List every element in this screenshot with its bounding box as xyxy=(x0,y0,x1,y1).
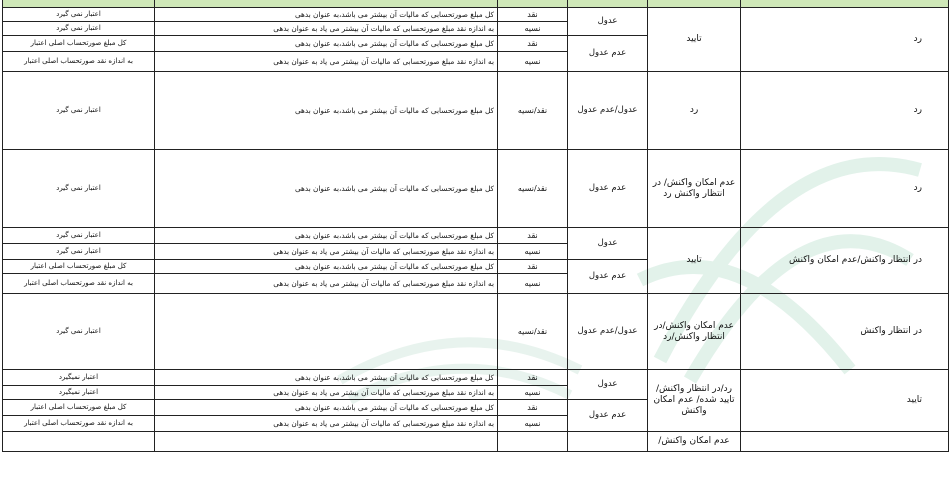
credit-cell: اعتبار نمی گیرد xyxy=(3,294,155,370)
payment-method-cell: نسیه xyxy=(498,416,568,432)
header-cell xyxy=(3,0,155,8)
insurer-status-cell: رد xyxy=(741,150,949,228)
payment-method-cell: نقد xyxy=(498,228,568,244)
credit-cell: به اندازه نقد صورتحساب اصلی اعتبار xyxy=(3,416,155,432)
insurer-status-cell: رد xyxy=(741,8,949,72)
credit-cell: کل مبلغ صورتحساب اصلی اعتبار xyxy=(3,400,155,416)
payment-method-cell: نسیه xyxy=(498,22,568,36)
payment-method-cell: نقد/نسیه xyxy=(498,150,568,228)
description-cell: کل مبلغ صورتحسابی که مالیات آن بیشتر می باشد،به عنوان بدهی xyxy=(155,72,498,150)
description-cell: کل مبلغ صورتحسابی که مالیات آن بیشتر می باشد،به عنوان بدهی xyxy=(155,400,498,416)
payment-method-cell: نسیه xyxy=(498,386,568,400)
header-cell xyxy=(155,0,498,8)
description-cell: کل مبلغ صورتحسابی که مالیات آن بیشتر می باشد،به عنوان بدهی xyxy=(155,370,498,386)
table-header-row xyxy=(3,0,949,8)
payment-method-cell: نقد xyxy=(498,8,568,22)
description-cell: کل مبلغ صورتحسابی که مالیات آن بیشتر می باشد،به عنوان بدهی xyxy=(155,150,498,228)
supplier-status-cell: عدم امکان واکنش/در انتظار واکنش/رد xyxy=(648,294,741,370)
tax-rules-table xyxy=(2,0,949,452)
credit-cell: اعتبار نمیگیرد xyxy=(3,386,155,400)
supplier-status-cell: رد/در انتظار واکنش/ تایید شده/ عدم امکان واکنش xyxy=(648,370,741,432)
credit-cell: کل مبلغ صورتحساب اصلی اعتبار xyxy=(3,36,155,52)
payment-method-cell: نقد xyxy=(498,370,568,386)
description-cell: به اندازه نقد مبلغ صورتحسابی که مالیات آن بیشتر می یاد به عنوان بدهی xyxy=(155,386,498,400)
table-row xyxy=(3,228,949,244)
description-cell xyxy=(155,294,498,370)
supplier-status-cell: عدم امکان واکنش/ xyxy=(648,432,741,452)
supplier-status-cell: تایید xyxy=(648,8,741,72)
table-row xyxy=(3,72,949,150)
return-cell: عدم عدول xyxy=(568,400,648,432)
table-row-partial xyxy=(3,432,949,452)
table-row xyxy=(3,150,949,228)
table-row xyxy=(3,8,949,22)
description-cell: به اندازه نقد مبلغ صورتحسابی که مالیات آن بیشتر می یاد به عنوان بدهی xyxy=(155,52,498,72)
credit-cell: اعتبار نمی گیرد xyxy=(3,8,155,22)
credit-cell: اعتبار نمی گیرد xyxy=(3,72,155,150)
insurer-status-cell: در انتظار واکنش/عدم امکان واکنش xyxy=(741,228,949,294)
header-cell xyxy=(568,0,648,8)
description-cell: کل مبلغ صورتحسابی که مالیات آن بیشتر می باشد،به عنوان بدهی xyxy=(155,36,498,52)
header-cell xyxy=(648,0,741,8)
payment-method-cell: نسیه xyxy=(498,274,568,294)
supplier-status-cell: عدم امکان واکنش/ در انتظار واکنش رد xyxy=(648,150,741,228)
description-cell: کل مبلغ صورتحسابی که مالیات آن بیشتر می باشد،به عنوان بدهی xyxy=(155,8,498,22)
payment-method-cell: نقد/نسیه xyxy=(498,72,568,150)
insurer-status-cell: رد xyxy=(741,72,949,150)
return-cell: عدول/عدم عدول xyxy=(568,294,648,370)
credit-cell: اعتبار نمی گیرد xyxy=(3,22,155,36)
description-cell: به اندازه نقد مبلغ صورتحسابی که مالیات آن بیشتر می یاد به عنوان بدهی xyxy=(155,22,498,36)
return-cell: عدم عدول xyxy=(568,260,648,294)
payment-method-cell: نسیه xyxy=(498,244,568,260)
empty-cell xyxy=(498,432,568,452)
header-cell xyxy=(741,0,949,8)
insurer-status-cell xyxy=(741,432,949,452)
payment-method-cell: نقد xyxy=(498,36,568,52)
return-cell: عدم عدول xyxy=(568,150,648,228)
return-cell: عدول/عدم عدول xyxy=(568,72,648,150)
description-cell: به اندازه نقد مبلغ صورتحسابی که مالیات آن بیشتر می یاد به عنوان بدهی xyxy=(155,416,498,432)
empty-cell xyxy=(568,432,648,452)
credit-cell: به اندازه نقد صورتحساب اصلی اعتبار xyxy=(3,52,155,72)
empty-cell xyxy=(155,432,498,452)
description-cell: به اندازه نقد مبلغ صورتحسابی که مالیات آن بیشتر می یاد به عنوان بدهی xyxy=(155,244,498,260)
insurer-status-cell: در انتظار واکنش xyxy=(741,294,949,370)
return-cell: عدول xyxy=(568,8,648,36)
table-row xyxy=(3,370,949,386)
description-cell: به اندازه نقد مبلغ صورتحسابی که مالیات آن بیشتر می یاد به عنوان بدهی xyxy=(155,274,498,294)
description-cell: کل مبلغ صورتحسابی که مالیات آن بیشتر می باشد،به عنوان بدهی xyxy=(155,260,498,274)
return-cell: عدول xyxy=(568,370,648,400)
return-cell: عدول xyxy=(568,228,648,260)
credit-cell: کل مبلغ صورتحساب اصلی اعتبار xyxy=(3,260,155,274)
credit-cell: اعتبار نمیگیرد xyxy=(3,370,155,386)
payment-method-cell: نقد xyxy=(498,400,568,416)
payment-method-cell: نسیه xyxy=(498,52,568,72)
supplier-status-cell: تایید xyxy=(648,228,741,294)
insurer-status-cell: تایید xyxy=(741,370,949,432)
payment-method-cell: نقد/نسیه xyxy=(498,294,568,370)
description-cell: کل مبلغ صورتحسابی که مالیات آن بیشتر می باشد،به عنوان بدهی xyxy=(155,228,498,244)
header-cell xyxy=(498,0,568,8)
return-cell: عدم عدول xyxy=(568,36,648,72)
empty-cell xyxy=(3,432,155,452)
credit-cell: اعتبار نمی گیرد xyxy=(3,228,155,244)
table-row xyxy=(3,294,949,370)
credit-cell: به اندازه نقد صورتحساب اصلی اعتبار xyxy=(3,274,155,294)
credit-cell: اعتبار نمی گیرد xyxy=(3,244,155,260)
payment-method-cell: نقد xyxy=(498,260,568,274)
credit-cell: اعتبار نمی گیرد xyxy=(3,150,155,228)
supplier-status-cell: رد xyxy=(648,72,741,150)
